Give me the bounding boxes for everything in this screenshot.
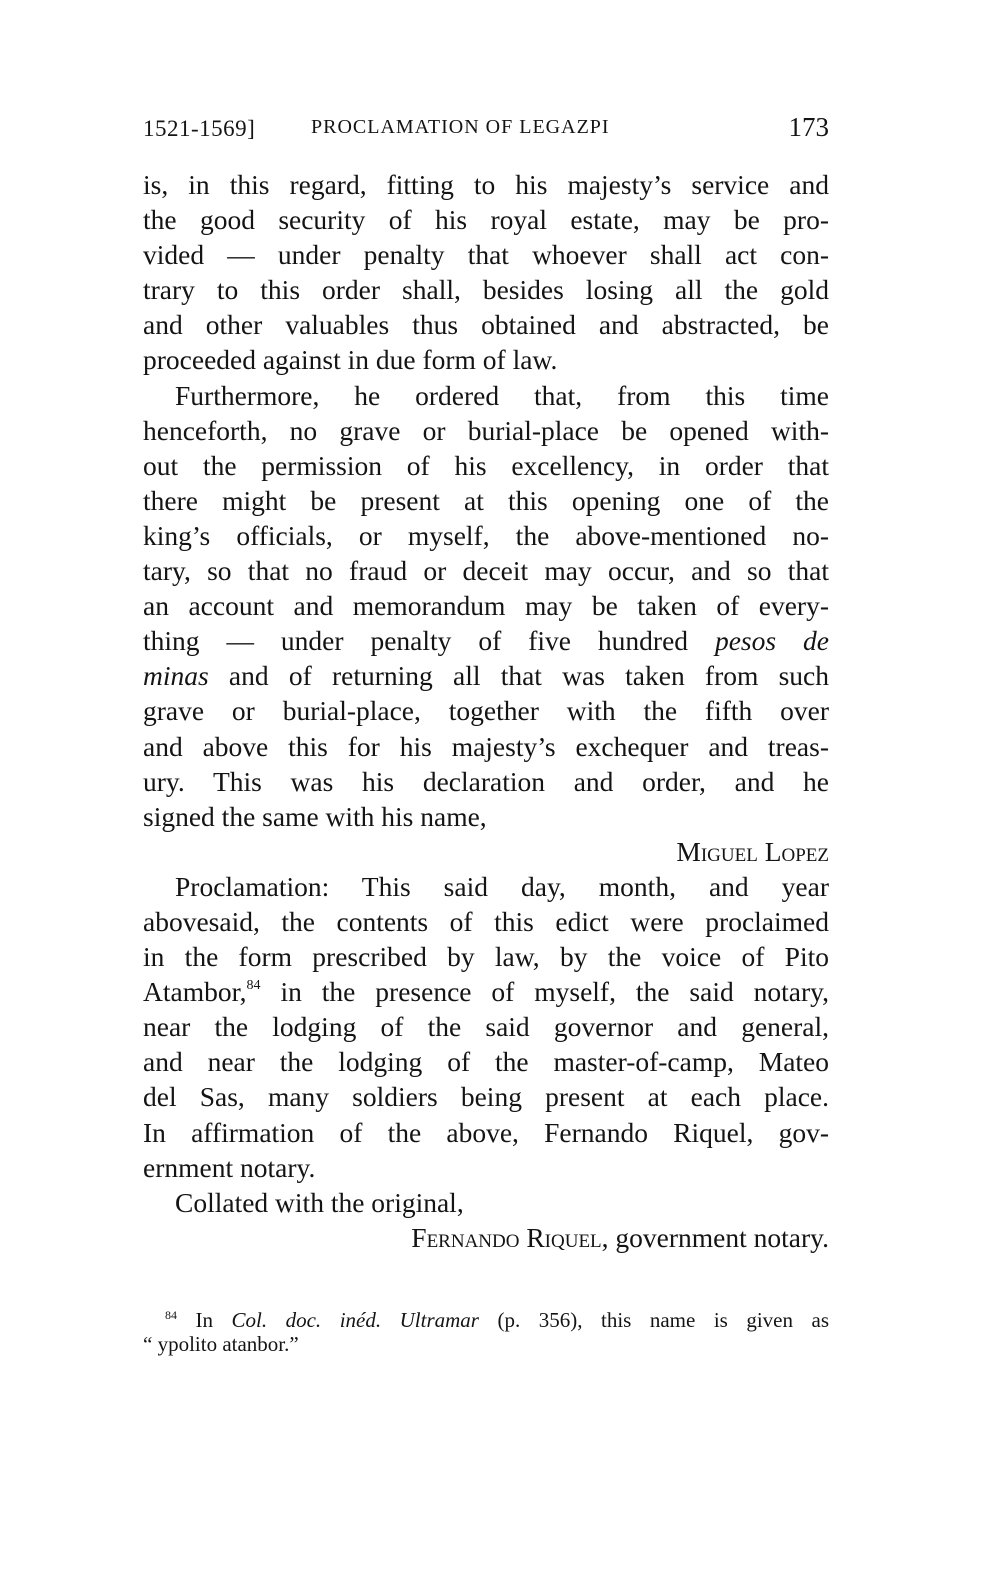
text-line: grave or burial-place, together with the fifth over (143, 695, 829, 727)
text-line: and near the lodging of the master-of-camp, Mateo (143, 1046, 829, 1078)
text-run: In (177, 1308, 232, 1332)
signatory-name: Fernando Riquel (411, 1221, 602, 1253)
text-line: signed the same with his name, (143, 800, 487, 832)
text-run: in the presence of myself, the said notary, (260, 976, 829, 1008)
text-line: abovesaid, the contents of this edict were proclaimed (143, 905, 829, 937)
page-number: 173 (788, 112, 829, 142)
text-line: vided — under penalty that whoever shall act con- (143, 239, 829, 271)
text-line: ernment notary. (143, 1151, 316, 1183)
footnote-84 (143, 1308, 829, 1356)
paragraph-1 (143, 167, 829, 378)
text-line: near the lodging of the said governor and general, (143, 1011, 829, 1043)
text-run: (p. 356), this name is given as (478, 1308, 829, 1332)
text-line: del Sas, many soldiers being present at each place. (143, 1081, 829, 1113)
italic-term: pesos de (714, 625, 829, 657)
italic-term: minas (143, 660, 209, 692)
text-run: thing — under penalty of five hundred (143, 625, 715, 657)
text-line: proceeded against in due form of law. (143, 344, 558, 376)
text-line (143, 974, 829, 1009)
text-line: Furthermore, he ordered that, from this time (175, 379, 829, 411)
text-line: and above this for his majesty’s exchequer and treas- (143, 730, 829, 762)
running-header (143, 112, 829, 152)
italic-title: Col. doc. inéd. Ultramar (231, 1308, 479, 1332)
text-line: ury. This was his declaration and order, and he (143, 765, 829, 797)
paragraph-3 (143, 869, 829, 1185)
signature-fernando-riquel (143, 1220, 829, 1255)
footnote-marker: 84 (165, 1308, 177, 1322)
text-line: Proclamation: This said day, month, and year (175, 870, 829, 902)
text-line: king’s officials, or myself, the above-mentioned no- (143, 519, 829, 551)
text-line: henceforth, no grave or burial-place be opened with- (143, 414, 829, 446)
text-line: in the form prescribed by law, by the voice of Pito (143, 941, 829, 973)
signatory-title: , government notary. (601, 1221, 829, 1253)
text-line: tary, so that no fraud or deceit may occur, and so that (143, 555, 829, 587)
footnote-reference[interactable]: 84 (246, 978, 261, 994)
paragraph-2 (143, 378, 829, 834)
text-line (143, 623, 829, 658)
text-line: is, in this regard, fitting to his majesty’s service and (143, 169, 829, 200)
text-run: Atambor, (143, 976, 247, 1008)
footnote-line (143, 1308, 829, 1332)
text-run: and of returning all that was taken from such (208, 660, 829, 692)
text-line: out the permission of his excellency, in order that (143, 449, 829, 481)
text-line: trary to this order shall, besides losing all the gold (143, 274, 829, 306)
header-title: PROCLAMATION OF LEGAZPI (311, 116, 610, 138)
header-date-range: 1521-1569] (143, 116, 256, 141)
text-line: and other valuables thus obtained and abstracted, be (143, 309, 829, 341)
collation-line: Collated with the original, (175, 1186, 464, 1218)
body-text (143, 167, 829, 1255)
text-line: there might be present at this opening one of the (143, 484, 829, 516)
text-line: an account and memorandum may be taken of every- (143, 590, 829, 622)
footnote-line: “ ypolito atanbor.” (143, 1332, 299, 1356)
signature-miguel-lopez: Miguel Lopez (676, 835, 829, 867)
text-line (143, 658, 829, 693)
text-line: In affirmation of the above, Fernando Riquel, gov- (143, 1116, 829, 1148)
text-line: the good security of his royal estate, may be pro- (143, 204, 829, 236)
